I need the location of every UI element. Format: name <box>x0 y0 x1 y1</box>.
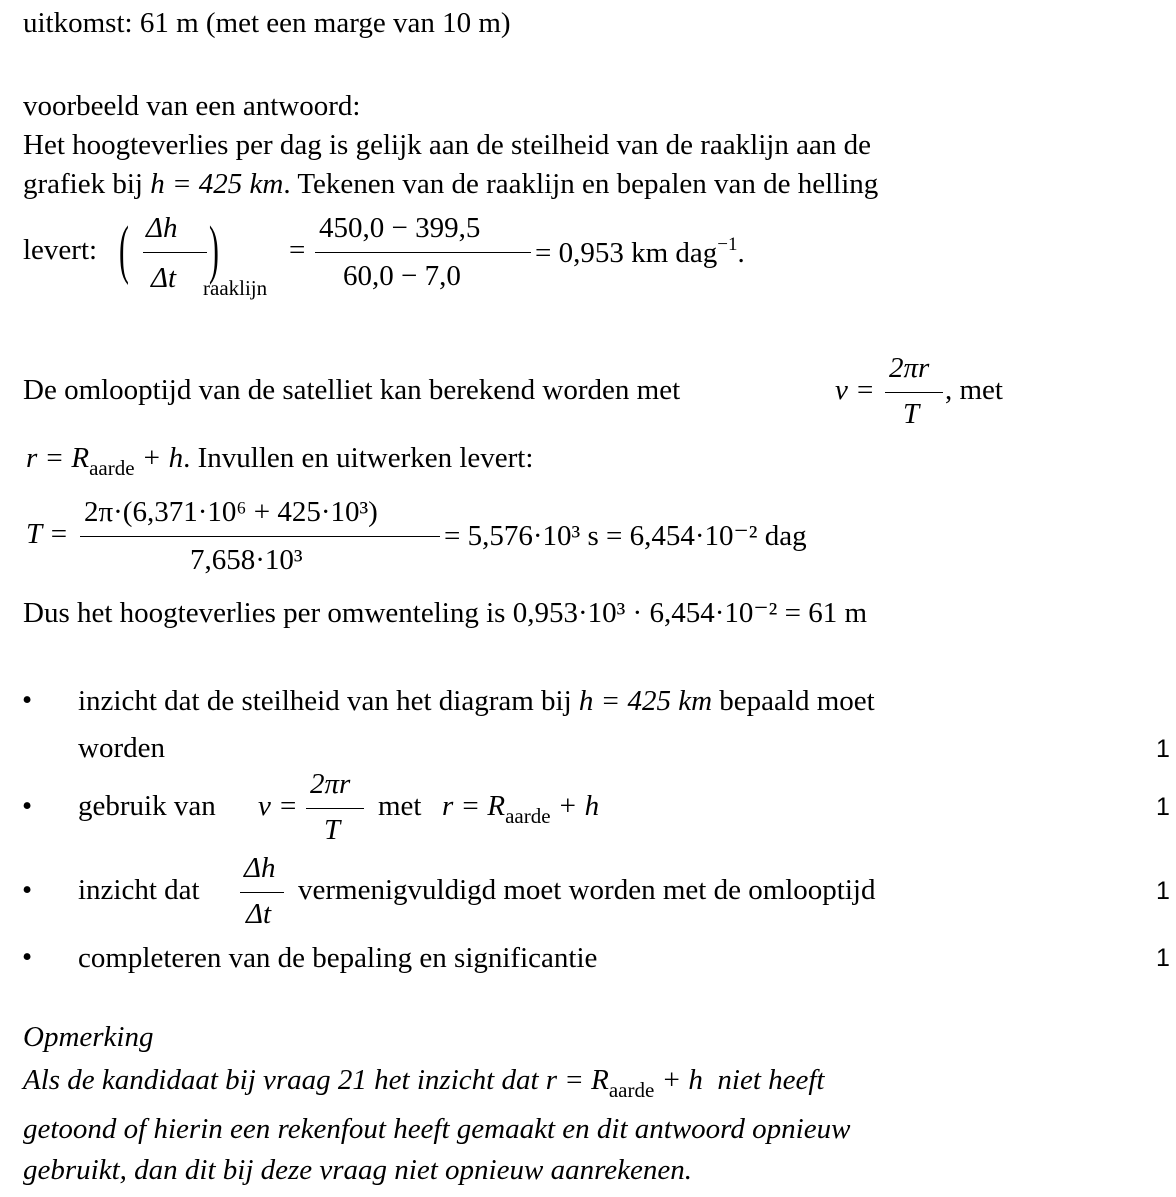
score: 1 <box>1156 793 1170 821</box>
radius-line: $r = R_{aarde} + h$. Invullen en uitwerken levert: <box>26 442 534 480</box>
remark-line: gebruikt, dan dit bij deze vraag niet opnieuw aanrekenen. <box>23 1154 693 1186</box>
T-eq: T = <box>26 518 69 550</box>
fraction-bar <box>315 252 531 253</box>
slope-result: = 0,953 km dag$^{-1}$. <box>535 234 745 269</box>
T-symbol: T <box>903 398 920 430</box>
fraction-bar <box>143 252 207 253</box>
fraction-bar <box>885 392 943 393</box>
text: levert: <box>23 234 98 266</box>
fraction-bar <box>80 536 440 537</box>
two-pi-r: 2πr <box>889 352 930 384</box>
remark-line: Als de kandidaat bij vraag 21 het inzicht dat $r = R_{aarde} + h$ niet heeft <box>23 1064 825 1102</box>
criterion-2: gebruik van v = 2πr T met $r = R_{aarde} + h$ <box>78 768 600 846</box>
paragraph-line: Het hoogteverlies per dag is gelijk aan de steilheid van de raaklijn aan de <box>23 129 871 161</box>
left-paren: ( <box>119 213 129 286</box>
slope-denominator: 60,0 − 7,0 <box>343 260 461 292</box>
criterion-1-continued: worden <box>78 732 165 764</box>
delta-t: Δt <box>151 262 177 294</box>
fraction-bar <box>240 892 284 893</box>
delta-h: Δh <box>146 212 178 244</box>
period-denominator: 7,658·10³ <box>190 544 303 576</box>
criterion-1: inzicht dat de steilheid van het diagram bij h = 425 km bepaald moet <box>78 685 875 717</box>
right-paren: ) <box>209 213 219 286</box>
outcome-line: uitkomst: 61 m (met een marge van 10 m) <box>23 7 511 39</box>
remark-line: getoond of hierin een rekenfout heeft gemaakt en dit antwoord opnieuw <box>23 1113 851 1145</box>
remark-title: Opmerking <box>23 1021 154 1053</box>
period-numerator: 2π·(6,371·10⁶ + 425·10³) <box>84 496 378 528</box>
equals: = <box>289 234 306 266</box>
score: 1 <box>1156 877 1170 905</box>
bullet: • <box>22 874 33 906</box>
v-eq: v = <box>835 374 875 406</box>
paragraph-line: Dus het hoogteverlies per omwenteling is 0,953·10³ · 6,454·10⁻² = 61 m <box>23 597 868 629</box>
score: 1 <box>1156 735 1170 763</box>
period-result: = 5,576·10³ s = 6,454·10⁻² dag <box>444 520 807 552</box>
formula-h: h = 425 km <box>150 168 284 200</box>
bullet: • <box>22 684 33 716</box>
slope-numerator: 450,0 − 399,5 <box>319 212 481 244</box>
example-heading: voorbeeld van een antwoord: <box>23 90 361 122</box>
score: 1 <box>1156 944 1170 972</box>
raaklijn-subscript: raaklijn <box>203 276 268 300</box>
bullet: • <box>22 941 33 973</box>
bullet: • <box>22 790 33 822</box>
paragraph-line <box>23 167 878 201</box>
text: , met <box>945 374 1003 406</box>
criterion-3: inzicht dat Δh Δt vermenigvuldigd moet worden met de omlooptijd <box>78 852 876 930</box>
fraction-bar <box>306 808 364 809</box>
criterion-4: completeren van de bepaling en significantie <box>78 942 598 974</box>
text: De omlooptijd van de satelliet kan berekend worden met <box>23 374 681 406</box>
text: grafiek bij <box>23 168 143 200</box>
text: . Tekenen van de raaklijn en bepalen van de helling <box>283 168 879 200</box>
